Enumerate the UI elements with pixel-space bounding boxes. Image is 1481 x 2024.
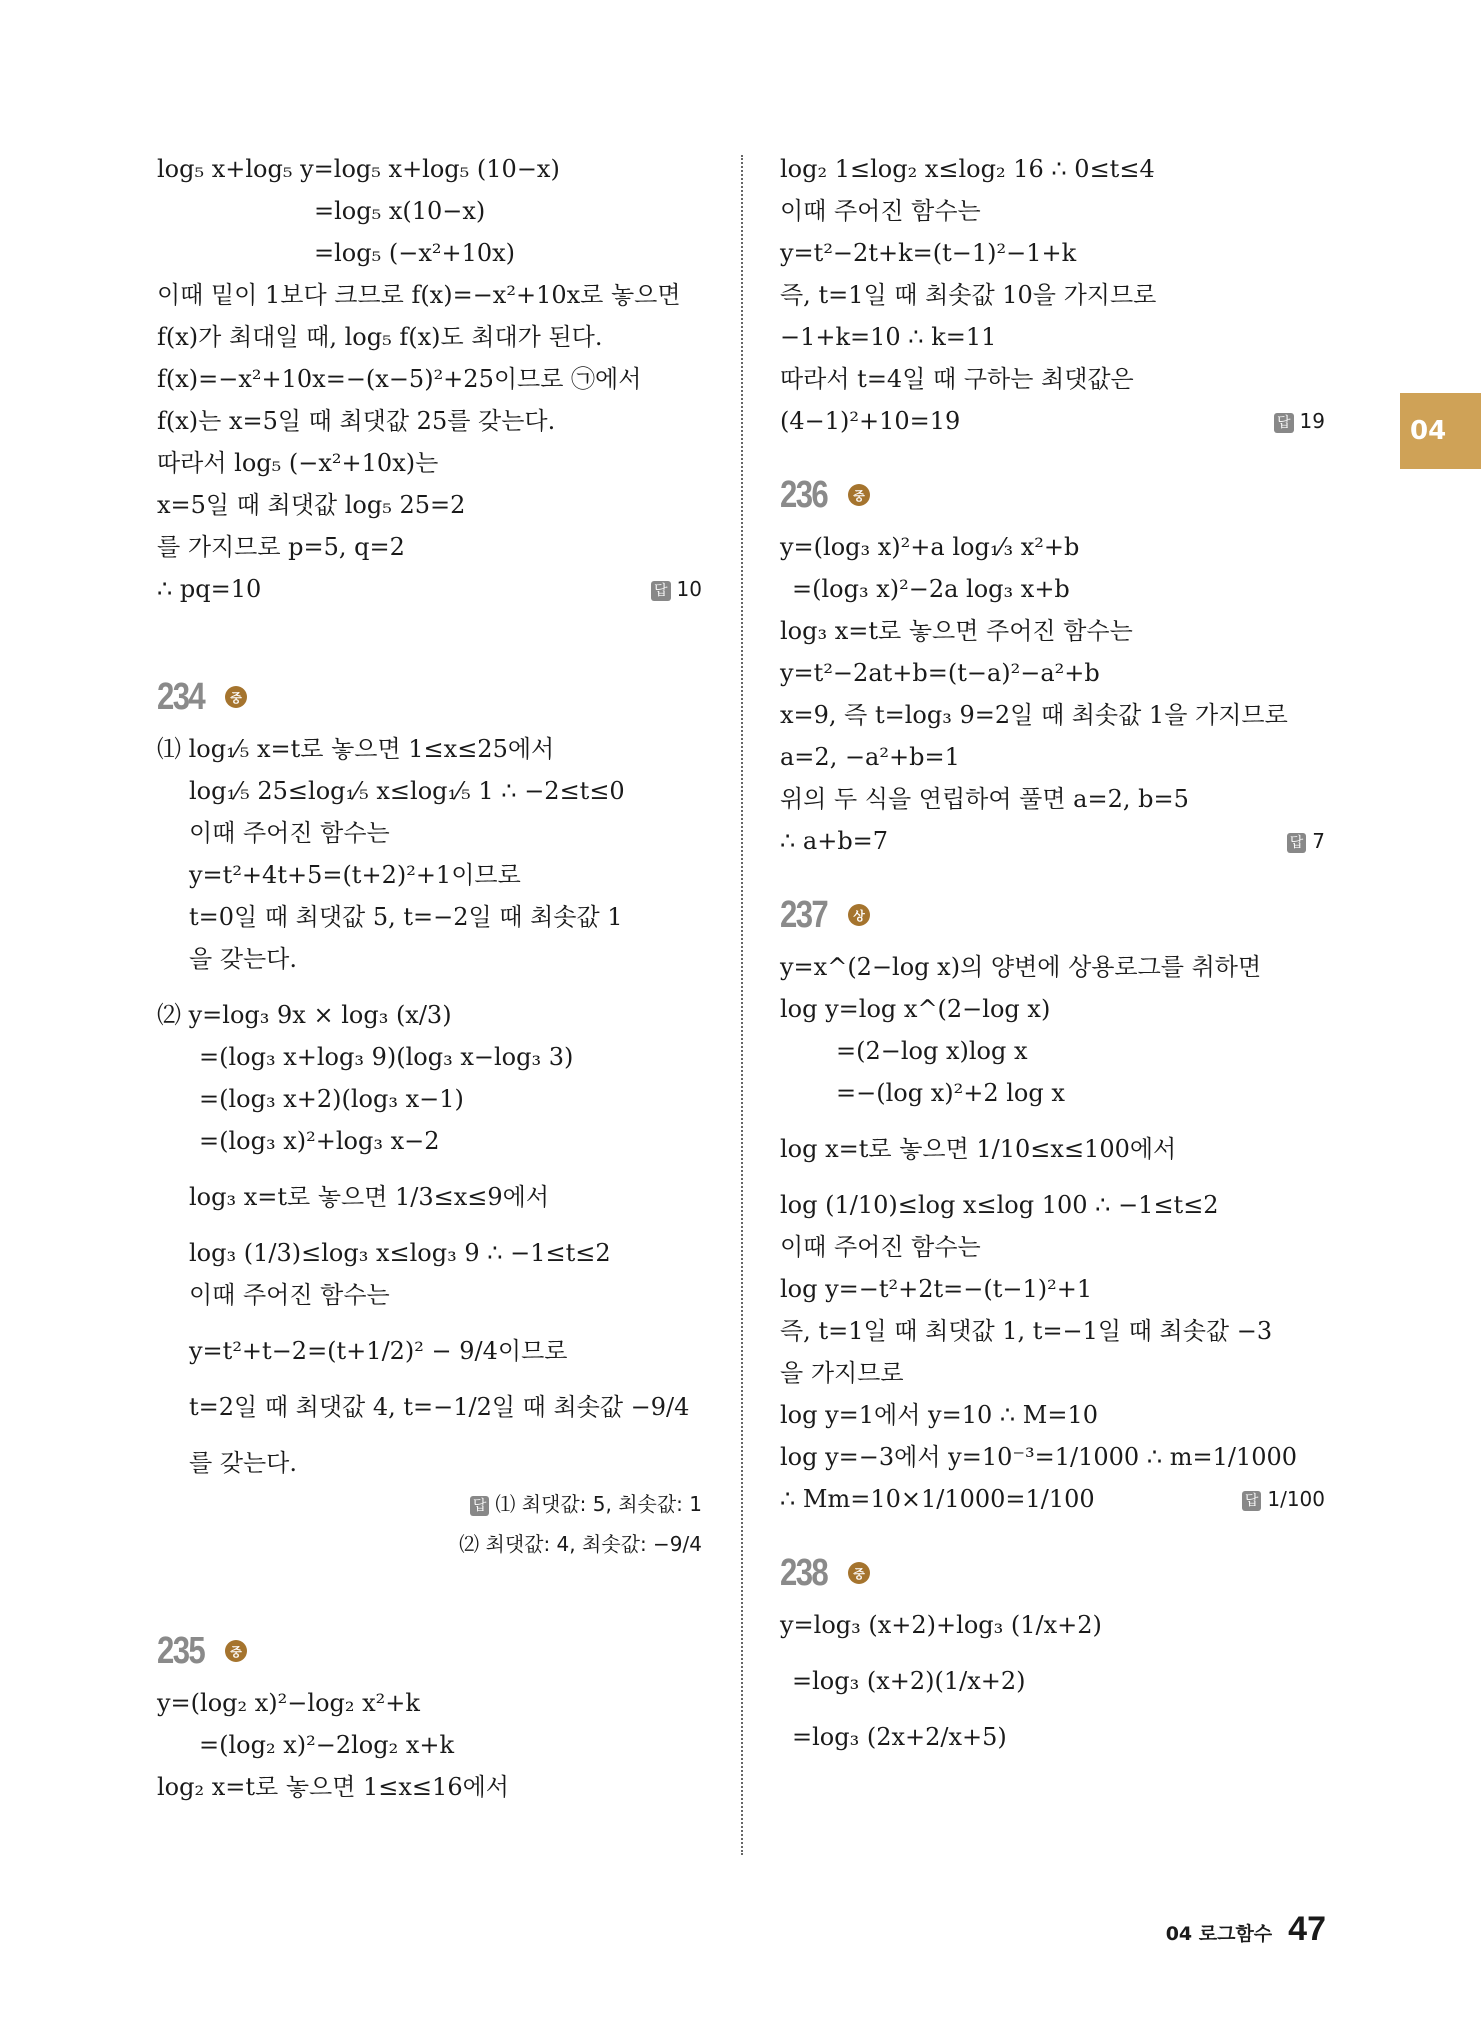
answer-value-2: ⑵ 최댓값: 4, 최솟값: −9/4 (459, 1532, 702, 1556)
column-divider (741, 155, 743, 1855)
text-line: log₂ 1≤log₂ x≤log₂ 16 ∴ 0≤t≤4 (780, 155, 1155, 183)
answer-row (780, 1478, 1325, 1520)
answer-label: 답 (1274, 413, 1294, 433)
page-footer (1166, 1910, 1326, 1949)
left-column (157, 148, 702, 1808)
text-line: =log₅ (−x²+10x) (314, 239, 516, 267)
answer-label: 답 (651, 581, 671, 601)
problem-number: 235 (157, 1629, 205, 1672)
text-line: ⑴ log₁⁄₅ x=t로 놓으면 1≤x≤25에서 (157, 735, 555, 763)
answer-value: ⑴ 최댓값: 5, 최솟값: 1 (495, 1492, 702, 1516)
text-line: y=(log₂ x)²−log₂ x²+k (157, 1689, 420, 1717)
text-line: y=t²+4t+5=(t+2)²+1이므로 (189, 861, 521, 889)
text-line: 를 갖는다. (189, 1449, 297, 1477)
text-line: f(x)가 최대일 때, log₅ f(x)도 최대가 된다. (157, 323, 603, 351)
page-number: 47 (1288, 1910, 1326, 1948)
text-line: =(log₃ x)²+log₃ x−2 (199, 1127, 440, 1155)
text-line: log y=−t²+2t=−(t−1)²+1 (780, 1275, 1093, 1303)
text-line: log₃ x=t로 놓으면 1/3≤x≤9에서 (189, 1183, 550, 1211)
problem-number: 236 (780, 473, 828, 516)
text-line: =(2−log x)log x (836, 1037, 1028, 1065)
answer-value: 7 (1312, 829, 1325, 853)
text-line: 을 가지므로 (780, 1359, 904, 1387)
text-line: y=log₃ (x+2)+log₃ (1/x+2) (780, 1611, 1102, 1639)
text-line: log₃ (1/3)≤log₃ x≤log₃ 9 ∴ −1≤t≤2 (189, 1239, 611, 1267)
problem-header-238 (780, 1542, 1325, 1604)
text-line: log₁⁄₅ 25≤log₁⁄₅ x≤log₁⁄₅ 1 ∴ −2≤t≤0 (189, 777, 625, 805)
text-line: log₃ x=t로 놓으면 주어진 함수는 (780, 617, 1133, 645)
text-line: f(x)는 x=5일 때 최댓값 25를 갖는다. (157, 407, 556, 435)
text-line: log₅ x+log₅ y=log₅ x+log₅ (10−x) (157, 155, 560, 183)
text-line: ∴ Mm=10×1/1000=1/100 (780, 1485, 1095, 1513)
answer-value: 1/100 (1267, 1487, 1325, 1511)
text-line: t=0일 때 최댓값 5, t=−2일 때 최솟값 1 (189, 903, 623, 931)
text-line: f(x)=−x²+10x=−(x−5)²+25이므로 ㉠에서 (157, 365, 642, 393)
answer-label: 답 (1242, 1491, 1262, 1511)
text-line: −1+k=10 ∴ k=11 (780, 323, 997, 351)
answer-label: 답 (1287, 833, 1307, 853)
text-line: 따라서 log₅ (−x²+10x)는 (157, 449, 439, 477)
text-line: a=2, −a²+b=1 (780, 743, 960, 771)
text-line: 이때 밑이 1보다 크므로 f(x)=−x²+10x로 놓으면 (157, 281, 681, 309)
text-line: 즉, t=1일 때 최댓값 1, t=−1일 때 최솟값 −3 (780, 1317, 1273, 1345)
text-line: =log₃ (x+2)(1/x+2) (792, 1667, 1026, 1695)
difficulty-badge: 중 (848, 1562, 870, 1584)
problem-number: 237 (780, 893, 828, 936)
text-line: =(log₃ x+2)(log₃ x−1) (199, 1085, 464, 1113)
text-line: 따라서 t=4일 때 구하는 최댓값은 (780, 365, 1134, 393)
answer-label: 답 (470, 1496, 490, 1516)
answer-box (1287, 820, 1325, 862)
answer-box (651, 568, 702, 610)
text-line: 을 갖는다. (189, 945, 297, 973)
text-line: 위의 두 식을 연립하여 풀면 a=2, b=5 (780, 785, 1189, 813)
answer-row (157, 568, 702, 610)
difficulty-badge: 상 (848, 904, 870, 926)
problem-header-234 (157, 666, 702, 728)
text-line: ⑵ y=log₃ 9x × log₃ (x/3) (157, 1001, 452, 1029)
text-line: y=x^(2−log x)의 양변에 상용로그를 취하면 (780, 953, 1262, 981)
text-line: x=5일 때 최댓값 log₅ 25=2 (157, 491, 466, 519)
problem-number: 234 (157, 675, 205, 718)
right-column (780, 148, 1325, 1758)
problem-header-235 (157, 1620, 702, 1682)
text-line: y=t²−2at+b=(t−a)²−a²+b (780, 659, 1100, 687)
text-line: ∴ a+b=7 (780, 827, 889, 855)
problem-number: 238 (780, 1551, 828, 1594)
text-line: log y=−3에서 y=10⁻³=1/1000 ∴ m=1/1000 (780, 1443, 1298, 1471)
text-line: 이때 주어진 함수는 (780, 197, 981, 225)
text-line: log y=log x^(2−log x) (780, 995, 1051, 1023)
problem-header-237 (780, 884, 1325, 946)
difficulty-badge: 중 (848, 484, 870, 506)
answer-box (1274, 400, 1325, 442)
answer-row (780, 820, 1325, 862)
text-line: t=2일 때 최댓값 4, t=−1/2일 때 최솟값 −9/4 (189, 1393, 690, 1421)
text-line: 를 가지므로 p=5, q=2 (157, 533, 405, 561)
answer-value: 19 (1299, 409, 1325, 433)
text-line: y=(log₃ x)²+a log₁⁄₃ x²+b (780, 533, 1080, 561)
difficulty-badge: 중 (225, 1640, 247, 1662)
text-line: =(log₃ x)²−2a log₃ x+b (792, 575, 1070, 603)
text-line: y=t²−2t+k=(t−1)²−1+k (780, 239, 1077, 267)
text-line: =−(log x)²+2 log x (836, 1079, 1065, 1107)
answer-row (780, 400, 1325, 442)
text-line: =(log₃ x+log₃ 9)(log₃ x−log₃ 3) (199, 1043, 574, 1071)
answer-box (157, 1484, 702, 1524)
text-line: x=9, 즉 t=log₃ 9=2일 때 최솟값 1을 가지므로 (780, 701, 1288, 729)
text-line: y=t²+t−2=(t+1/2)² − 9/4이므로 (189, 1337, 568, 1365)
answer-box (1242, 1478, 1325, 1520)
text-line: =log₃ (2x+2/x+5) (792, 1723, 1007, 1751)
text-line: 즉, t=1일 때 최솟값 10을 가지므로 (780, 281, 1157, 309)
problem-header-236 (780, 464, 1325, 526)
chapter-side-tab: 04 (1400, 393, 1481, 469)
text-line: =log₅ x(10−x) (314, 197, 486, 225)
text-line: 이때 주어진 함수는 (780, 1233, 981, 1261)
text-line: log y=1에서 y=10 ∴ M=10 (780, 1401, 1099, 1429)
text-line: 이때 주어진 함수는 (189, 819, 390, 847)
text-line: log (1/10)≤log x≤log 100 ∴ −1≤t≤2 (780, 1191, 1219, 1219)
answer-value: 10 (676, 577, 702, 601)
chapter-title: 04 로그함수 (1165, 1923, 1273, 1945)
text-line: log x=t로 놓으면 1/10≤x≤100에서 (780, 1135, 1177, 1163)
text-line: (4−1)²+10=19 (780, 407, 961, 435)
text-line: log₂ x=t로 놓으면 1≤x≤16에서 (157, 1773, 509, 1801)
text-line: ∴ pq=10 (157, 575, 262, 603)
text-line: =(log₂ x)²−2log₂ x+k (199, 1731, 455, 1759)
text-line: 이때 주어진 함수는 (189, 1281, 390, 1309)
difficulty-badge: 중 (225, 686, 247, 708)
